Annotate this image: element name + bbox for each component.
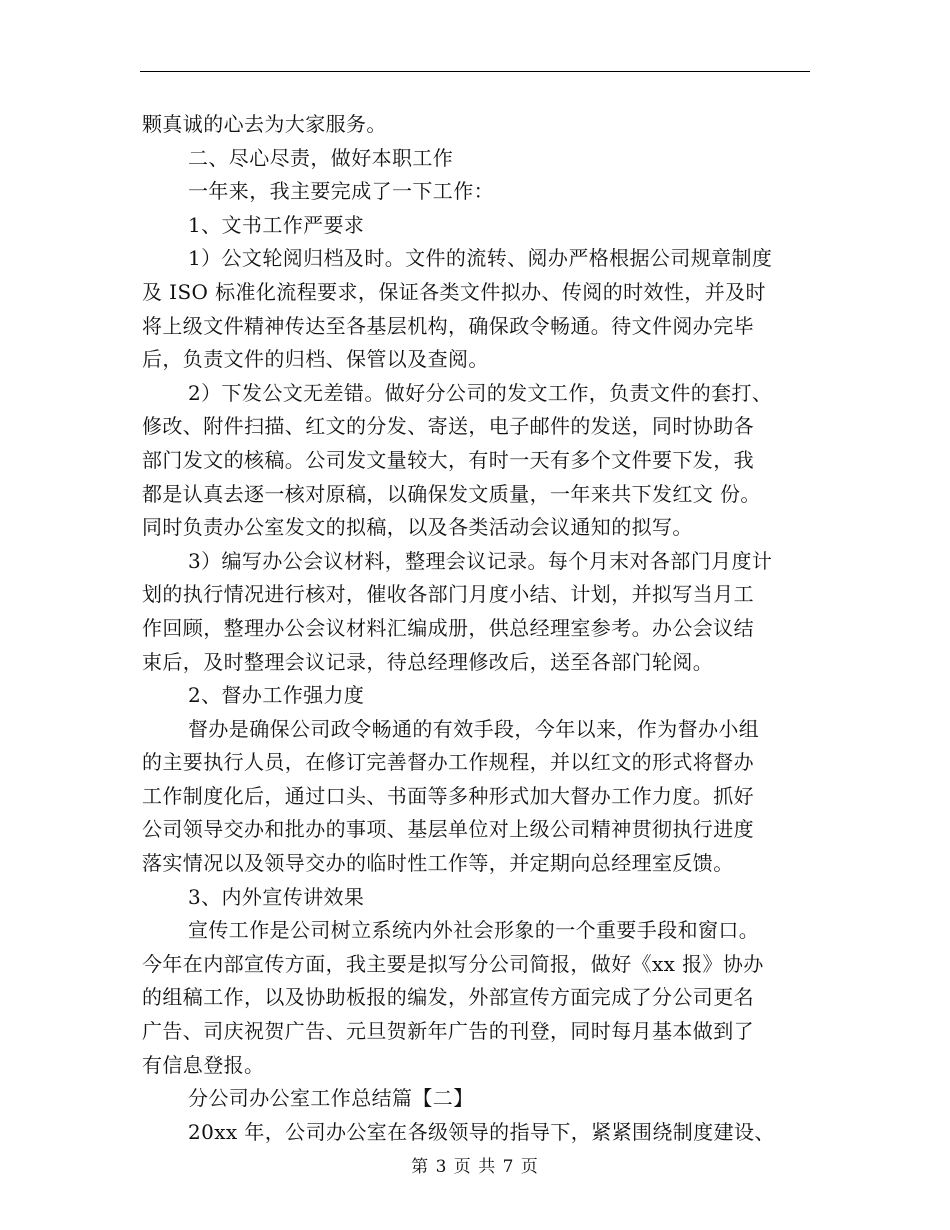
text-line: 同时负责办公室发文的拟稿，以及各类活动会议通知的拟写。 — [142, 515, 693, 540]
text-line: 2）下发公文无差错。做好分公司的发文工作，负责文件的套打、 — [188, 380, 773, 405]
text-line: 后，负责文件的归档、保管以及查阅。 — [142, 347, 489, 372]
text-line: 3、内外宣传讲效果 — [188, 884, 365, 909]
text-line: 划的执行情况进行核对，催收各部门月度小结、计划，并拟写当月工 — [142, 582, 754, 607]
text-line: 广告、司庆祝贺广告、元旦贺新年广告的刊登，同时每月基本做到了 — [142, 1019, 754, 1044]
text-line: 20xx 年，公司办公室在各级领导的指导下，紧紧围绕制度建设、 — [188, 1119, 775, 1144]
text-line: 都是认真去逐一核对原稿，以确保发文质量，一年来共下发红文 份。 — [142, 481, 761, 506]
text-line: 1）公文轮阅归档及时。文件的流转、阅办严格根据公司规章制度 — [188, 246, 773, 271]
text-line: 颗真诚的心去为大家服务。 — [142, 112, 387, 136]
text-line: 3）编写办公会议材料，整理会议记录。每个月末对各部门月度计 — [188, 548, 773, 573]
text-line: 督办是确保公司政令畅通的有效手段，今年以来，作为督办小组 — [188, 716, 760, 741]
text-line: 将上级文件精神传达至各基层机构，确保政令畅通。待文件阅办完毕 — [142, 313, 754, 338]
text-line: 工作制度化后，通过口头、书面等多种形式加大督办工作力度。抓好 — [142, 783, 754, 808]
text-line: 二、尽心尽责，做好本职工作 — [188, 145, 454, 170]
text-line: 部门发文的核稿。公司发文量较大，有时一天有多个文件要下发，我 — [142, 447, 754, 472]
text-line: 及 ISO 标准化流程要求，保证各类文件拟办、传阅的时效性，并及时 — [142, 279, 766, 304]
text-line: 公司领导交办和批办的事项、基层单位对上级公司精神贯彻执行进度 — [142, 817, 754, 842]
text-line: 2、督办工作强力度 — [188, 683, 365, 708]
text-line: 束后，及时整理会议记录，待总经理修改后，送至各部门轮阅。 — [142, 649, 714, 674]
text-line: 的组稿工作，以及协助板报的编发，外部宣传方面完成了分公司更名 — [142, 985, 754, 1010]
page-number: 第 3 页 共 7 页 — [411, 1157, 539, 1177]
text-line: 今年在内部宣传方面，我主要是拟写分公司简报，做好《xx 报》协办 — [142, 951, 764, 976]
text-line: 的主要执行人员，在修订完善督办工作规程，并以红文的形式将督办 — [142, 750, 754, 775]
header-rule — [140, 71, 810, 72]
text-line: 落实情况以及领导交办的临时性工作等，并定期向总经理室反馈。 — [142, 851, 734, 876]
text-line: 1、文书工作严要求 — [188, 212, 365, 237]
text-line: 一年来，我主要完成了一下工作： — [188, 179, 494, 204]
text-line: 有信息登报。 — [142, 1052, 265, 1077]
document-body — [142, 108, 812, 1149]
text-line: 修改、附件扫描、红文的分发、寄送，电子邮件的发送，同时协助各 — [142, 414, 754, 439]
text-line: 分公司办公室工作总结篇【二】 — [188, 1086, 474, 1111]
text-line: 作回顾，整理办公会议材料汇编成册，供总经理室参考。办公会议结 — [142, 615, 754, 640]
text-line: 宣传工作是公司树立系统内外社会形象的一个重要手段和窗口。 — [188, 918, 760, 943]
